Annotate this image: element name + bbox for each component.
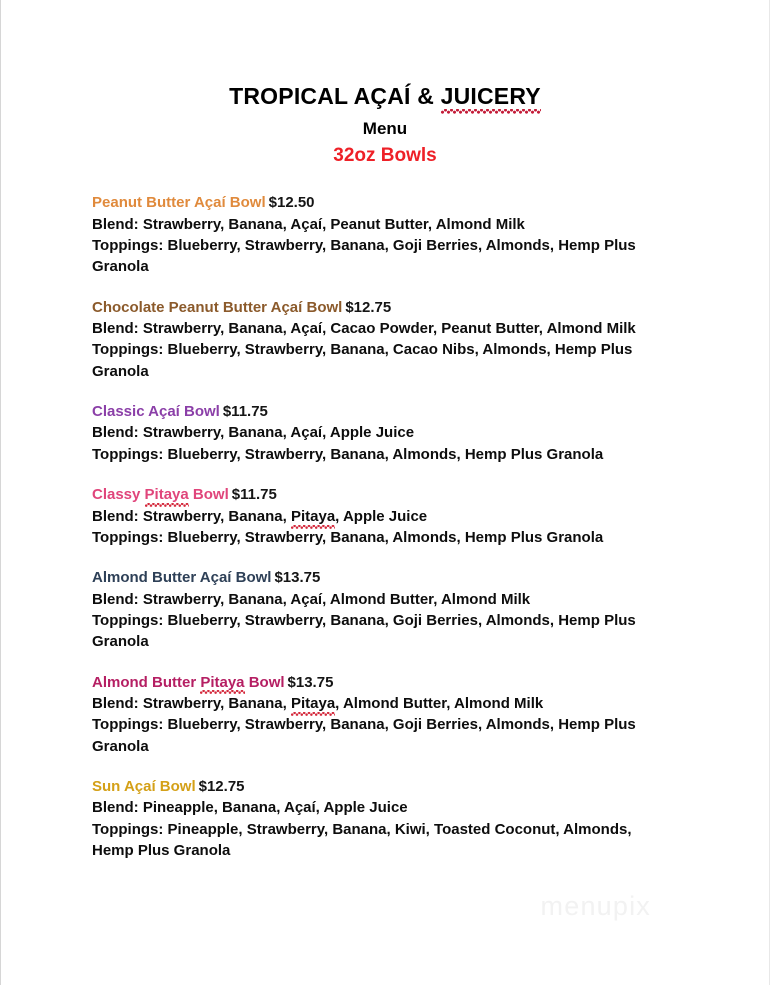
toppings-ingredients: Blueberry, Strawberry, Banana, Goji Berries, Almonds, Hemp Plus Granola <box>92 236 636 276</box>
menu-item-price: $11.75 <box>222 402 268 420</box>
toppings-label: Toppings: <box>92 716 168 734</box>
menu-item-name <box>92 486 229 503</box>
menu-item-name-flagged-word: Pitaya <box>144 486 189 504</box>
blend-ingredients: Pineapple, Banana, Açaí, Apple Juice <box>142 799 408 817</box>
document-header <box>1 0 769 167</box>
menu-item-heading <box>92 568 659 588</box>
menu-item-name-suffix: Bowl <box>188 486 229 504</box>
menu-label: Menu <box>362 118 408 138</box>
menu-item-name: Almond Butter Açaí Bowl <box>92 569 272 587</box>
toppings-ingredients: Blueberry, Strawberry, Banana, Almonds, Hemp Plus Granola <box>167 528 604 546</box>
menu-item-toppings-line <box>92 235 659 278</box>
blend-ingredients: Strawberry, Banana, Açaí, Almond Butter, Almond Milk <box>142 590 531 608</box>
menu-item-name: Sun Açaí Bowl <box>92 777 196 795</box>
menu-item <box>92 777 659 861</box>
menu-item-price: $13.75 <box>287 673 334 691</box>
menu-item-price: $12.50 <box>268 194 315 212</box>
menu-item-blend-line <box>92 506 659 527</box>
menu-item <box>92 193 659 277</box>
menu-item-blend-line <box>92 422 659 443</box>
restaurant-title-flagged-word: JUICERY <box>440 83 541 109</box>
menu-item-toppings-line <box>92 819 659 862</box>
menu-item-blend-line <box>92 693 659 714</box>
blend-ingredients: Strawberry, Banana, Açaí, Apple Juice <box>142 424 415 442</box>
menu-item-name: Classic Açaí Bowl <box>92 402 220 420</box>
blend-flagged-word: Pitaya <box>291 506 335 527</box>
toppings-ingredients: Blueberry, Strawberry, Banana, Goji Berries, Almonds, Hemp Plus Granola <box>92 611 636 651</box>
menu-item-blend-line <box>92 318 659 339</box>
section-heading-32oz-bowls: 32oz Bowls <box>333 145 437 167</box>
menu-item-toppings-line <box>92 714 659 757</box>
blend-ingredients: Strawberry, Banana, Açaí, Peanut Butter, Almond Milk <box>142 215 525 233</box>
blend-label: Blend: <box>92 695 143 712</box>
toppings-label: Toppings: <box>92 445 168 463</box>
restaurant-title <box>1 84 769 110</box>
menu-items-list <box>1 167 769 861</box>
menu-item-blend-line <box>92 797 659 818</box>
menu-item-name: Chocolate Peanut Butter Açaí Bowl <box>92 298 343 316</box>
menu-item <box>92 298 659 382</box>
blend-flagged-word: Pitaya <box>291 693 335 714</box>
toppings-ingredients: Pineapple, Strawberry, Banana, Kiwi, Toasted Coconut, Almonds, Hemp Plus Granola <box>92 820 632 859</box>
menupix-watermark: menupix <box>540 891 651 921</box>
toppings-label: Toppings: <box>92 341 168 359</box>
blend-ingredients: Strawberry, Banana, Açaí, Cacao Powder, Peanut Butter, Almond Milk <box>142 320 636 338</box>
toppings-label: Toppings: <box>92 528 168 546</box>
blend-ingredients-suffix: , Apple Juice <box>335 507 428 525</box>
menu-item-price: $11.75 <box>231 486 277 504</box>
menu-item <box>92 673 659 757</box>
restaurant-title-text: TROPICAL AÇAÍ & <box>229 83 441 109</box>
menu-item-heading <box>92 402 659 422</box>
menu-item-price: $13.75 <box>274 569 321 587</box>
blend-label: Blend: <box>92 799 143 817</box>
menu-item-name-prefix: Almond Butter <box>92 673 201 691</box>
toppings-ingredients: Blueberry, Strawberry, Banana, Goji Berries, Almonds, Hemp Plus Granola <box>92 716 636 755</box>
menu-item-toppings-line <box>92 444 659 465</box>
menu-item-name-prefix: Classy <box>92 486 145 504</box>
blend-ingredients-prefix: Strawberry, Banana, <box>142 695 291 712</box>
menu-item-heading <box>92 673 659 693</box>
menu-item <box>92 402 659 465</box>
menu-item-name: Peanut Butter Açaí Bowl <box>92 194 266 212</box>
menu-item-toppings-line <box>92 527 659 548</box>
menu-item <box>92 568 659 652</box>
toppings-label: Toppings: <box>92 236 168 254</box>
menu-item-heading <box>92 193 659 213</box>
toppings-label: Toppings: <box>92 611 168 629</box>
blend-label: Blend: <box>92 320 143 338</box>
blend-label: Blend: <box>92 215 143 233</box>
toppings-ingredients: Blueberry, Strawberry, Banana, Almonds, Hemp Plus Granola <box>167 445 604 463</box>
blend-ingredients-prefix: Strawberry, Banana, <box>142 507 291 525</box>
menu-item-price: $12.75 <box>198 777 245 795</box>
menu-item-blend-line <box>92 589 659 610</box>
blend-label: Blend: <box>92 507 143 525</box>
menu-item-heading <box>92 485 659 505</box>
blend-label: Blend: <box>92 590 143 608</box>
menu-item-heading <box>92 777 659 797</box>
blend-ingredients-suffix: , Almond Butter, Almond Milk <box>335 695 544 712</box>
blend-label: Blend: <box>92 424 143 442</box>
menu-item-name-suffix: Bowl <box>244 673 285 691</box>
menu-item-toppings-line <box>92 339 659 382</box>
menu-item-heading <box>92 298 659 318</box>
toppings-ingredients: Blueberry, Strawberry, Banana, Cacao Nibs, Almonds, Hemp Plus Granola <box>92 341 633 380</box>
toppings-label: Toppings: <box>92 820 168 838</box>
menu-item-toppings-line <box>92 610 659 653</box>
menu-item-blend-line <box>92 214 659 235</box>
menu-item-name-flagged-word: Pitaya <box>200 673 245 691</box>
menu-item-price: $12.75 <box>345 298 392 316</box>
menu-item <box>92 485 659 548</box>
menu-item-name <box>92 674 285 691</box>
